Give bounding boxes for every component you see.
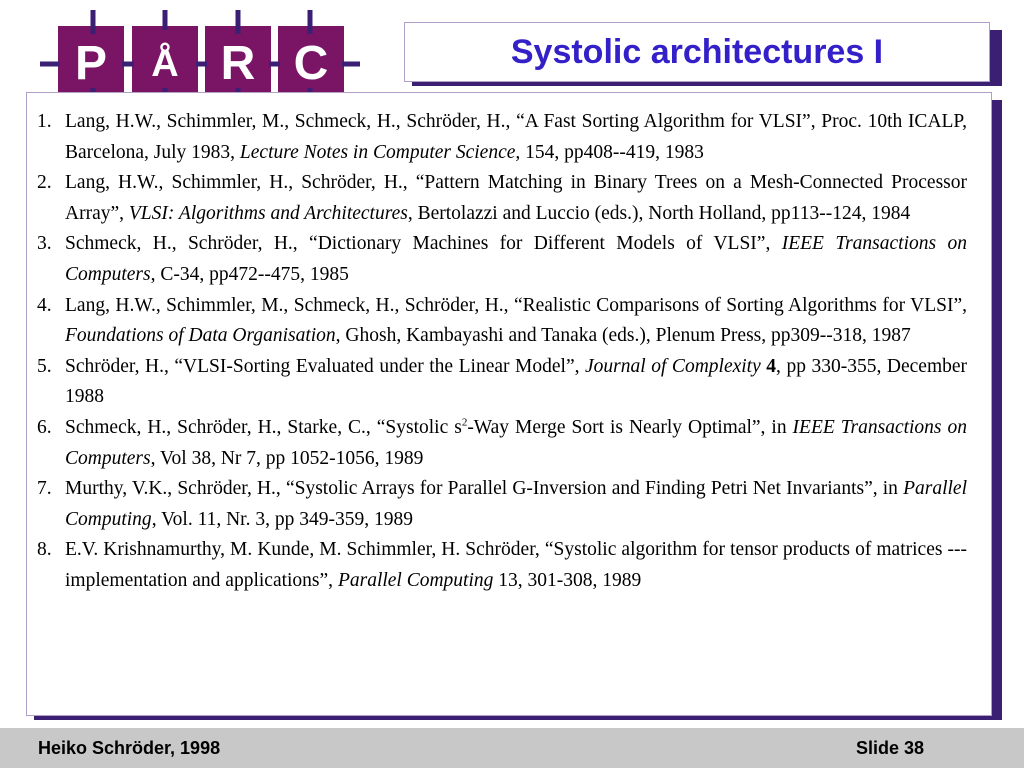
reference-venue: Foundations of Data Organisation [65,325,336,347]
reference-text [65,413,967,474]
title-box [404,22,990,82]
logo-letter-r: R [220,37,256,90]
reference-authors: Schröder, H., “VLSI-Sorting Evaluated under the Linear Model”, [65,355,586,377]
reference-list [37,107,967,597]
reference-details: , Vol 38, Nr 7, pp 1052-1056, 1989 [150,447,424,469]
footer-author: Heiko Schröder, 1998 [38,738,221,758]
reference-number: 7. [37,478,52,500]
reference-details: , C-34, pp472--475, 1985 [150,263,349,285]
reference-number: 6. [37,416,52,438]
reference-number: 1. [37,111,52,132]
reference-item [37,535,967,596]
reference-text [65,474,967,535]
reference-authors: Murthy, V.K., Schröder, H., “Systolic Arrays for Parallel G-Inversion and Finding Petri Net Invariants”, in [65,478,904,500]
reference-venue: Journal of Complexity [585,355,761,377]
reference-venue: IEEE Transactions on Computers [65,416,967,469]
reference-number: 2. [37,172,52,194]
content-box [26,92,992,716]
logo-letter-p: P [74,37,107,90]
reference-superscript: 2 [461,416,468,429]
reference-volume: 4 [760,355,777,377]
reference-venue: Lecture Notes in Computer Science, [239,141,521,163]
reference-text [65,535,967,596]
reference-item [37,229,967,290]
reference-authors: Schmeck, H., Schröder, H., “Dictionary Machines for Different Models of VLSI”, [65,233,782,255]
reference-number: 4. [37,294,52,316]
reference-authors: E.V. Krishnamurthy, M. Kunde, M. Schimmler, H. Schröder, “Systolic algorithm for tensor products of matrices --- implementation and applications”, [65,539,967,591]
reference-item [37,352,967,413]
reference-details: , Vol. 11, Nr. 3, pp 349-359, 1989 [151,508,413,530]
reference-title-rest: -Way Merge Sort is Nearly Optimal”, in [467,416,793,438]
reference-number: 8. [37,539,52,561]
reference-details: , pp 330-355, December 1988 [65,355,968,408]
reference-authors: Lang, H.W., Schimmler, M., Schmeck, H., Schröder, H., “Realistic Comparisons of Sorting Algorithms for VLSI”, [65,294,967,316]
reference-venue: VLSI: Algorithms and Architectures [128,202,408,224]
reference-item [37,474,967,535]
logo-letter-a: Å [151,43,179,85]
reference-text [65,291,967,352]
reference-details: 154, pp408--419, 1983 [520,141,704,163]
reference-number: 5. [37,355,52,377]
reference-authors: Lang, H.W., Schimmler, M., Schmeck, H., Schröder, H., “A Fast Sorting Algorithm for VLSI”, Proc. 10th ICALP, Barcelona, July 1983, [65,111,967,163]
reference-authors: Lang, H.W., Schimmler, H., Schröder, H., “Pattern Matching in Binary Trees on a Mesh-Connected Processor Array”, [65,172,967,224]
reference-item [37,107,967,168]
reference-venue: Parallel Computing [337,569,494,591]
reference-text [65,168,967,229]
reference-details: , Bertolazzi and Luccio (eds.), North Holland, pp113--124, 1984 [407,202,911,224]
reference-item [37,291,967,352]
reference-venue: IEEE Transactions on Computers [65,233,967,285]
footer-slide-number: Slide 38 [855,738,924,758]
reference-venue: Parallel Computing [65,478,967,530]
reference-item [37,413,967,474]
reference-item [37,168,967,229]
reference-text [65,229,967,290]
reference-details: , Ghosh, Kambayashi and Tanaka (eds.), Plenum Press, pp309--318, 1987 [335,325,911,347]
reference-number: 3. [37,233,52,255]
reference-text [65,352,967,413]
slide-title: Systolic architectures I [510,32,884,71]
reference-text [65,107,967,168]
slide-footer [0,728,1024,768]
reference-authors: Schmeck, H., Schröder, H., Starke, C., “Systolic s [65,416,462,438]
reference-details: 13, 301-308, 1989 [493,569,642,591]
logo-letter-c: C [293,37,329,90]
